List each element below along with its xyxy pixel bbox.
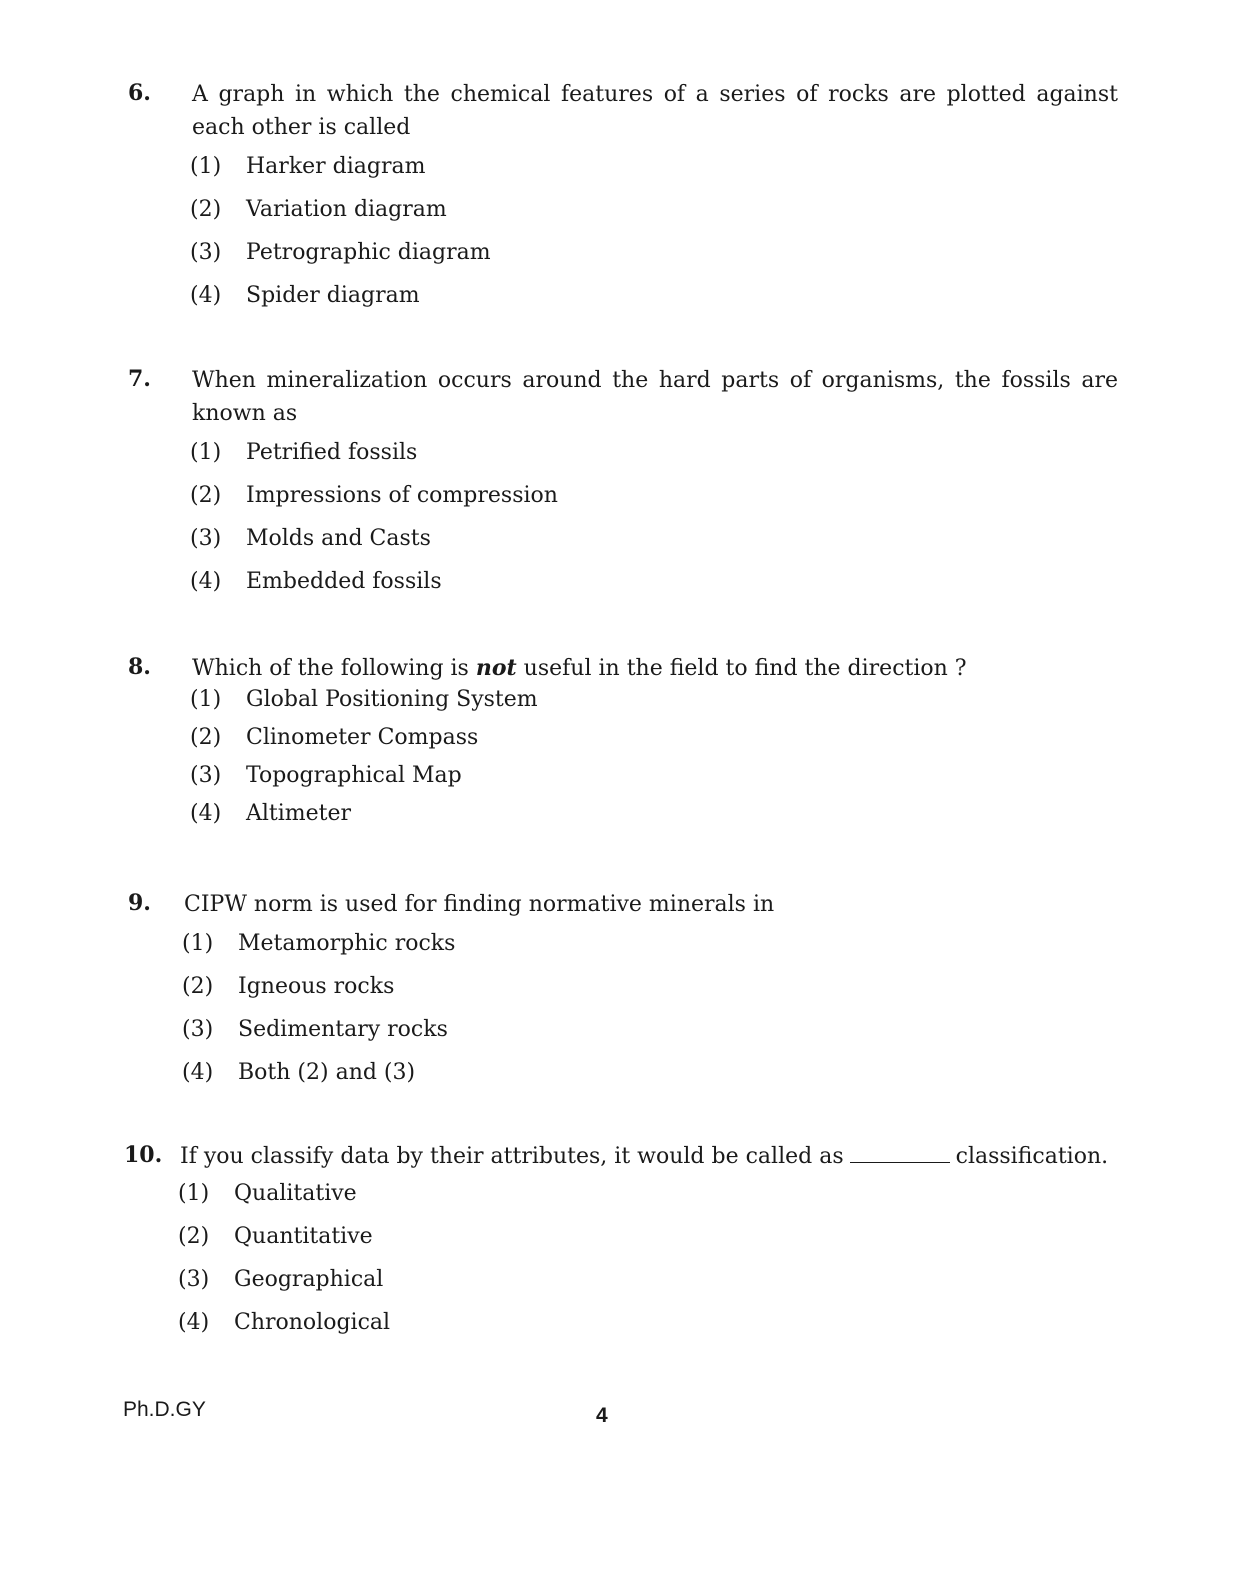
option-2 bbox=[178, 1224, 1114, 1267]
option-number: (3) bbox=[190, 763, 222, 788]
question-8 bbox=[128, 652, 1118, 839]
option-4 bbox=[182, 1060, 1118, 1103]
option-label: Impressions of compression bbox=[246, 483, 558, 508]
question-7 bbox=[128, 364, 1118, 612]
option-number: (2) bbox=[190, 483, 222, 508]
option-label: Petrified fossils bbox=[246, 440, 418, 465]
option-3 bbox=[178, 1267, 1114, 1310]
question-text bbox=[180, 1140, 1114, 1173]
exam-code: Ph.D.GY bbox=[123, 1398, 206, 1421]
option-number: (3) bbox=[182, 1017, 214, 1042]
option-number: (2) bbox=[190, 197, 222, 222]
option-label: Both (2) and (3) bbox=[238, 1060, 416, 1085]
question-number: 8. bbox=[128, 654, 151, 680]
question-text: When mineralization occurs around the hard parts of organisms, the fossils are known as bbox=[192, 368, 1118, 426]
option-1 bbox=[190, 687, 1118, 725]
option-number: (3) bbox=[190, 240, 222, 265]
option-number: (2) bbox=[182, 974, 214, 999]
option-3 bbox=[190, 526, 1118, 569]
option-number: (1) bbox=[182, 931, 214, 956]
options-list bbox=[190, 440, 1118, 612]
option-label: Spider diagram bbox=[246, 283, 420, 308]
question-6 bbox=[128, 78, 1118, 326]
question-number: 6. bbox=[128, 80, 151, 106]
option-number: (4) bbox=[182, 1060, 214, 1085]
options-list bbox=[190, 154, 1118, 326]
option-label: Altimeter bbox=[246, 801, 352, 826]
option-label: Quantitative bbox=[234, 1224, 373, 1249]
option-2 bbox=[190, 197, 1118, 240]
option-number: (1) bbox=[190, 440, 222, 465]
question-10 bbox=[124, 1140, 1114, 1353]
option-number: (3) bbox=[190, 526, 222, 551]
option-label: Harker diagram bbox=[246, 154, 426, 179]
option-label: Variation diagram bbox=[246, 197, 447, 222]
question-text: CIPW norm is used for finding normative minerals in bbox=[184, 892, 775, 917]
option-label: Geographical bbox=[234, 1267, 384, 1292]
option-label: Embedded fossils bbox=[246, 569, 442, 594]
option-1 bbox=[190, 440, 1118, 483]
option-label: Igneous rocks bbox=[238, 974, 395, 999]
options-list bbox=[182, 931, 1118, 1103]
option-number: (3) bbox=[178, 1267, 210, 1292]
question-text-end: useful in the field to find the direction ? bbox=[516, 656, 967, 681]
option-label: Sedimentary rocks bbox=[238, 1017, 448, 1042]
answer-blank bbox=[850, 1144, 950, 1163]
option-number: (2) bbox=[190, 725, 222, 750]
question-text-start: Which of the following is bbox=[192, 656, 476, 681]
option-3 bbox=[190, 240, 1118, 283]
option-number: (1) bbox=[190, 154, 222, 179]
option-3 bbox=[182, 1017, 1118, 1060]
option-label: Clinometer Compass bbox=[246, 725, 479, 750]
page-number: 4 bbox=[596, 1404, 608, 1427]
option-1 bbox=[190, 154, 1118, 197]
option-number: (1) bbox=[178, 1181, 210, 1206]
option-3 bbox=[190, 763, 1118, 801]
option-label: Molds and Casts bbox=[246, 526, 431, 551]
question-text-end: classification. bbox=[955, 1144, 1109, 1169]
option-number: (4) bbox=[190, 283, 222, 308]
option-label: Chronological bbox=[234, 1310, 391, 1335]
question-9 bbox=[128, 888, 1118, 1103]
option-label: Topographical Map bbox=[246, 763, 462, 788]
question-text-emphasis: not bbox=[475, 655, 517, 681]
option-1 bbox=[182, 931, 1118, 974]
option-1 bbox=[178, 1181, 1114, 1224]
option-4 bbox=[190, 283, 1118, 326]
option-2 bbox=[182, 974, 1118, 1017]
question-number: 7. bbox=[128, 366, 151, 392]
option-number: (1) bbox=[190, 687, 222, 712]
options-list bbox=[178, 1181, 1114, 1353]
option-label: Qualitative bbox=[234, 1181, 357, 1206]
option-number: (4) bbox=[190, 801, 222, 826]
question-text: A graph in which the chemical features of a series of rocks are plotted against each other is called bbox=[192, 82, 1118, 140]
option-4 bbox=[190, 569, 1118, 612]
option-number: (4) bbox=[190, 569, 222, 594]
question-text bbox=[192, 652, 1118, 685]
question-text-start: If you classify data by their attributes, it would be called as bbox=[180, 1144, 844, 1169]
options-list bbox=[190, 687, 1118, 839]
option-2 bbox=[190, 725, 1118, 763]
question-number: 9. bbox=[128, 890, 151, 916]
option-4 bbox=[190, 801, 1118, 839]
option-2 bbox=[190, 483, 1118, 526]
option-number: (4) bbox=[178, 1310, 210, 1335]
option-number: (2) bbox=[178, 1224, 210, 1249]
question-number: 10. bbox=[124, 1142, 163, 1168]
option-label: Global Positioning System bbox=[246, 687, 538, 712]
option-label: Metamorphic rocks bbox=[238, 931, 456, 956]
option-label: Petrographic diagram bbox=[246, 240, 491, 265]
option-4 bbox=[178, 1310, 1114, 1353]
